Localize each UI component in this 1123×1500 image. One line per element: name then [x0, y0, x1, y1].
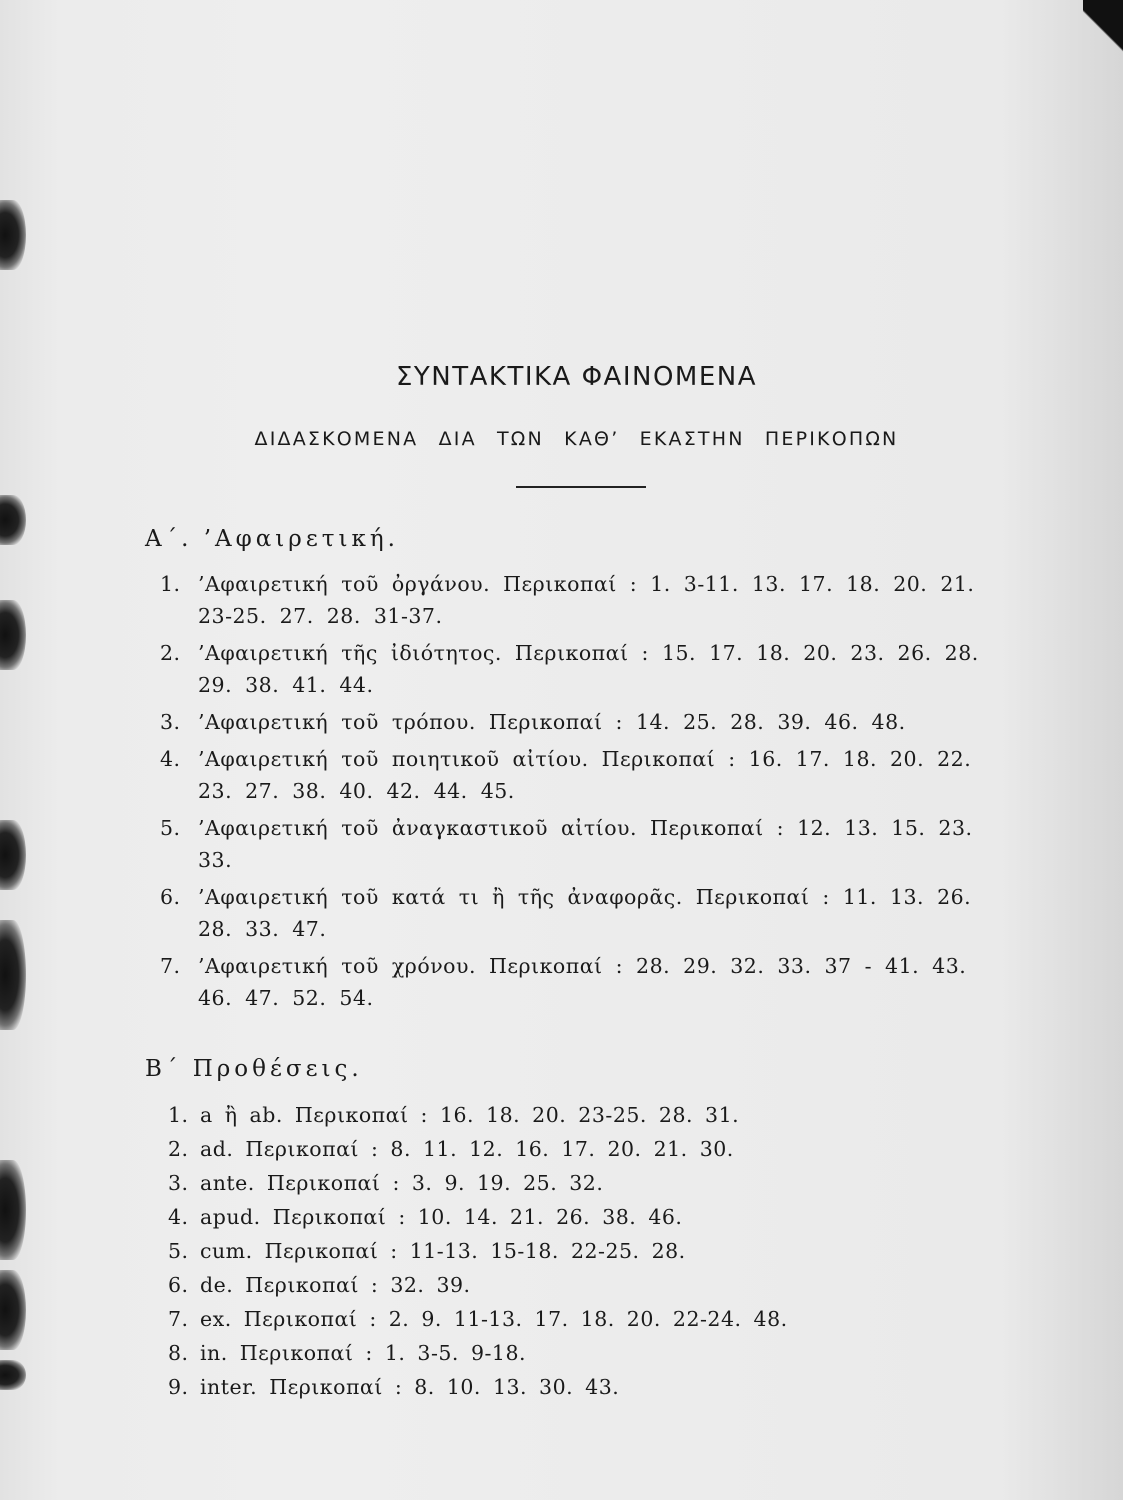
section-b-heading: Β΄ Προθέσεις. [145, 1056, 363, 1082]
list-item [160, 1132, 1010, 1166]
list-item [160, 568, 1010, 632]
binding-hole [0, 1270, 26, 1350]
item-number: 4. [168, 1205, 189, 1229]
item-number: 5. [168, 1239, 189, 1263]
list-item [160, 950, 1010, 1014]
binding-hole [0, 1360, 26, 1390]
item-number: 6. [160, 885, 181, 909]
item-text: apud. Περικοπαί : 10. 14. 21. 26. 38. 46. [200, 1205, 683, 1229]
item-text: ’Αφαιρετική τοῦ ὀργάνου. Περικοπαί : 1. 3-11. 13. 17. 18. 20. 21. 23-25. 27. 28. 31-37. [198, 572, 975, 628]
title-divider [516, 486, 646, 488]
list-item [160, 812, 1010, 876]
item-text: ’Αφαιρετική τοῦ ἀναγκαστικοῦ αἰτίου. Περικοπαί : 12. 13. 15. 23. 33. [198, 816, 973, 872]
item-number: 5. [160, 816, 181, 840]
section-b-list [160, 1098, 1010, 1404]
item-number: 4. [160, 747, 181, 771]
binding-hole [0, 495, 26, 545]
item-number: 1. [160, 572, 181, 596]
item-number: 3. [160, 710, 181, 734]
page-corner-shadow [1083, 0, 1123, 90]
item-number: 8. [168, 1341, 189, 1365]
item-text: ’Αφαιρετική τοῦ τρόπου. Περικοπαί : 14. 25. 28. 39. 46. 48. [198, 710, 906, 734]
item-text: ad. Περικοπαί : 8. 11. 12. 16. 17. 20. 21. 30. [200, 1137, 734, 1161]
binding-hole [0, 920, 26, 1030]
list-item [160, 1302, 1010, 1336]
list-item [160, 1370, 1010, 1404]
item-text: ’Αφαιρετική τοῦ χρόνου. Περικοπαί : 28. 29. 32. 33. 37 - 41. 43. 46. 47. 52. 54. [198, 954, 967, 1010]
item-number: 9. [168, 1375, 189, 1399]
item-number: 3. [168, 1171, 189, 1195]
item-text: ’Αφαιρετική τοῦ ποιητικοῦ αἰτίου. Περικοπαί : 16. 17. 18. 20. 22. 23. 27. 38. 40. 42. 44. 45. [198, 747, 972, 803]
section-a-list [160, 568, 1010, 1019]
binding-hole [0, 600, 26, 670]
list-item [160, 706, 1010, 738]
item-number: 7. [160, 954, 181, 978]
item-text: cum. Περικοπαί : 11-13. 15-18. 22-25. 28. [200, 1239, 686, 1263]
item-text: inter. Περικοπαί : 8. 10. 13. 30. 43. [200, 1375, 620, 1399]
list-item [160, 1098, 1010, 1132]
item-text: ex. Περικοπαί : 2. 9. 11-13. 17. 18. 20. 22-24. 48. [200, 1307, 788, 1331]
page-subtitle: ΔΙΔΑΣΚΟΜΕΝΑ ΔΙΑ ΤΩΝ ΚΑΘ’ ΕΚΑΣΤΗΝ ΠΕΡΙΚΟΠΩΝ [254, 428, 899, 450]
list-item [160, 1166, 1010, 1200]
item-number: 7. [168, 1307, 189, 1331]
item-text: ’Αφαιρετική τῆς ἰδιότητος. Περικοπαί : 15. 17. 18. 20. 23. 26. 28. 29. 38. 41. 44. [198, 641, 979, 697]
item-text: ante. Περικοπαί : 3. 9. 19. 25. 32. [200, 1171, 604, 1195]
binding-hole [0, 200, 26, 270]
item-text: in. Περικοπαί : 1. 3-5. 9-18. [200, 1341, 527, 1365]
binding-hole [0, 1160, 26, 1260]
item-text: a ἢ ab. Περικοπαί : 16. 18. 20. 23-25. 28. 31. [200, 1103, 740, 1127]
list-item [160, 743, 1010, 807]
item-text: de. Περικοπαί : 32. 39. [200, 1273, 471, 1297]
item-number: 2. [168, 1137, 189, 1161]
item-number: 6. [168, 1273, 189, 1297]
item-number: 1. [168, 1103, 189, 1127]
list-item [160, 1336, 1010, 1370]
item-number: 2. [160, 641, 181, 665]
list-item [160, 1268, 1010, 1302]
list-item [160, 1234, 1010, 1268]
item-text: ’Αφαιρετική τοῦ κατά τι ἢ τῆς ἀναφορᾶς. Περικοπαί : 11. 13. 26. 28. 33. 47. [198, 885, 972, 941]
list-item [160, 881, 1010, 945]
section-a-heading: Α΄. ’Αφαιρετική. [145, 526, 399, 552]
page-title: ΣΥΝΤΑΚΤΙΚΑ ΦΑΙΝΟΜΕΝΑ [395, 362, 758, 392]
binding-hole [0, 820, 26, 890]
list-item [160, 1200, 1010, 1234]
list-item [160, 637, 1010, 701]
